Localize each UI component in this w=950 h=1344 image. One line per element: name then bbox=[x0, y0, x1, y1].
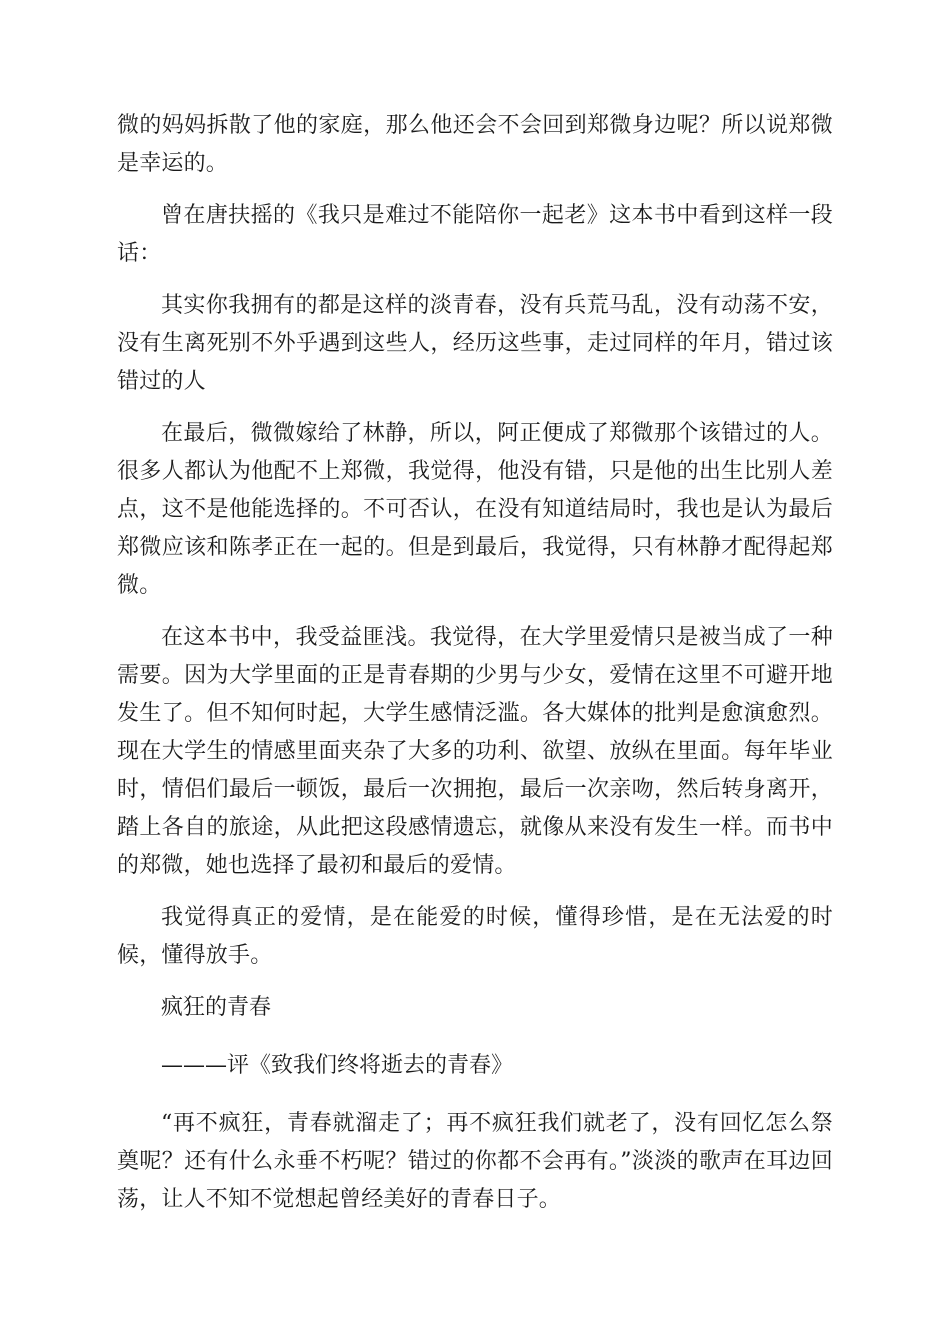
paragraph-true-love: 我觉得真正的爱情，是在能爱的时候，懂得珍惜，是在无法爱的时候，懂得放手。 bbox=[117, 905, 833, 968]
essay-title: 疯狂的青春 bbox=[161, 995, 272, 1020]
essay-subtitle: ———评《致我们终将逝去的青春》 bbox=[161, 1053, 514, 1078]
paragraph-song-lyrics: “再不疯狂，青春就溜走了；再不疯狂我们就老了，没有回忆怎么祭奠呢？还有什么永垂不朽呢？错过的你都不会再有。”淡淡的歌声在耳边回荡，让人不知不觉想起曾经美好的青春日子。 bbox=[117, 1111, 833, 1212]
paragraph-college-love: 在这本书中，我受益匪浅。我觉得，在大学里爱情只是被当成了一种需要。因为大学里面的正是青春期的少男与少女，爱情在这里不可避开地发生了。但不知何时起，大学生感情泛滥。各大媒体的批判是愈演愈烈。现在大学生的情感里面夹杂了大多的功利、欲望、放纵在里面。每年毕业时，情侣们最后一顿饭，最后一次拥抱，最后一次亲吻，然后转身离开，踏上各自的旅途，从此把这段感情遗忘，就像从来没有发生一样。而书中的郑微，她也选择了最初和最后的爱情。 bbox=[117, 625, 833, 878]
paragraph-continuation: 微的妈妈拆散了他的家庭，那么他还会不会回到郑微身边呢？所以说郑微是幸运的。 bbox=[117, 113, 833, 176]
paragraph-ending-reflection: 在最后，微微嫁给了林静，所以，阿正便成了郑微那个该错过的人。很多人都认为他配不上郑微，我觉得，他没有错，只是他的出生比别人差点，这不是他能选择的。不可否认，在没有知道结局时，我也是认为最后郑微应该和陈孝正在一起的。但是到最后，我觉得，只有林静才配得起郑微。 bbox=[117, 421, 833, 598]
paragraph-book-quote: 其实你我拥有的都是这样的淡青春，没有兵荒马乱，没有动荡不安，没有生离死别不外乎遇到这些人，经历这些事，走过同样的年月，错过该错过的人 bbox=[117, 293, 833, 394]
paragraph-book-quote-intro: 曾在唐扶摇的《我只是难过不能陪你一起老》这本书中看到这样一段话： bbox=[117, 203, 833, 266]
document-body bbox=[117, 107, 833, 1233]
